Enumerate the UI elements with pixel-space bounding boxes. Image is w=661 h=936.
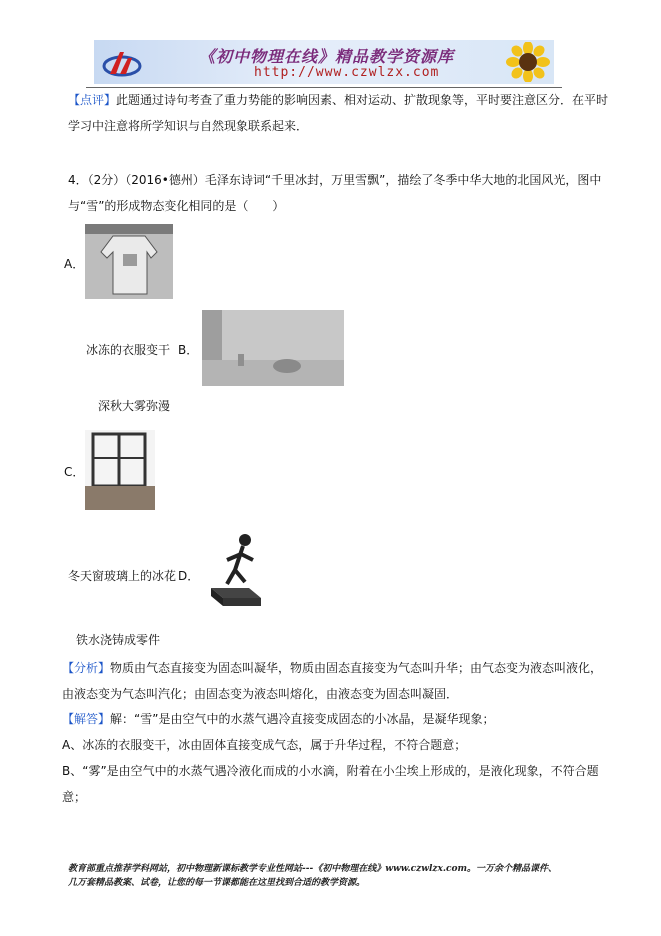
option-a-image (85, 224, 173, 299)
option-a-letter: A． (64, 257, 85, 271)
answer-line-1 (62, 711, 494, 727)
option-d-image (205, 530, 267, 610)
question-line-1: 4．（2分）（2016•德州）毛泽东诗词“千里冰封，万里雪飘”，描绘了冬季中华大地的北国风光，图中 (68, 173, 602, 187)
option-c-letter: C． (64, 465, 85, 479)
site-logo-icon (102, 46, 142, 80)
footer-line-1: 教育部重点推荐学科网站，初中物理新课标教学专业性网站---《初中物理在线》www.czwlzx.com。一万余个精品课件、 (68, 864, 558, 874)
answer-text-3: B、“雾”是由空气中的水蒸气遇冷液化而成的小水滴，附着在小尘埃上形成的，是液化现象，不符合题 (62, 764, 599, 778)
comment-text-1: 此题通过诗句考查了重力势能的影响因素、相对运动、扩散现象等，平时要注意区分．在平时 (116, 93, 609, 107)
comment-text-2: 学习中注意将所学知识与自然现象联系起来． (68, 119, 309, 133)
option-b-caption: 深秋大雾弥漫 (98, 399, 171, 413)
answer-text-4: 意； (62, 790, 87, 804)
option-c-caption: 冬天窗玻璃上的冰花 (68, 569, 177, 583)
comment-line-1 (68, 92, 608, 108)
analysis-text-2: 由液态变为气态叫汽化；由固态变为液态叫熔化，由液态变为固态叫凝固． (62, 687, 459, 701)
option-d-caption: 铁水浇铸成零件 (76, 633, 161, 647)
header-banner (94, 40, 554, 84)
header-divider (86, 87, 562, 88)
footer (68, 862, 557, 890)
analysis-line-1 (62, 660, 602, 676)
answer-tag: 【解答】 (62, 712, 111, 726)
footer-line-2: 几万套精品教案、试卷，让您的每一节课都能在这里找到合适的教学资源。 (68, 878, 366, 888)
answer-text-2: A、冰冻的衣服变干，冰由固体直接变成气态，属于升华过程，不符合题意； (62, 738, 467, 752)
option-d-letter: D． (178, 569, 200, 583)
analysis-text-1: 物质由气态直接变为固态叫凝华，物质由固态直接变为气态叫升华；由气态变为液态叫液化， (110, 661, 603, 675)
sunflower-icon (506, 42, 550, 82)
analysis-tag: 【分析】 (62, 661, 111, 675)
option-c-image (85, 430, 155, 510)
option-b-image (202, 310, 344, 386)
banner-title: 《初中物理在线》精品教学资源库 (199, 47, 455, 66)
answer-text-1: 解：“雪”是由空气中的水蒸气遇冷直接变成固态的小冰晶，是凝华现象； (110, 712, 495, 726)
comment-tag: 【点评】 (68, 93, 117, 107)
option-a-caption: 冰冻的衣服变干 (86, 343, 171, 357)
banner-url: http://www.czwlzx.com (254, 65, 440, 80)
question-line-2: 与“雪”的形成物态变化相同的是（ ） (68, 199, 285, 213)
option-b-letter: B． (178, 343, 199, 357)
